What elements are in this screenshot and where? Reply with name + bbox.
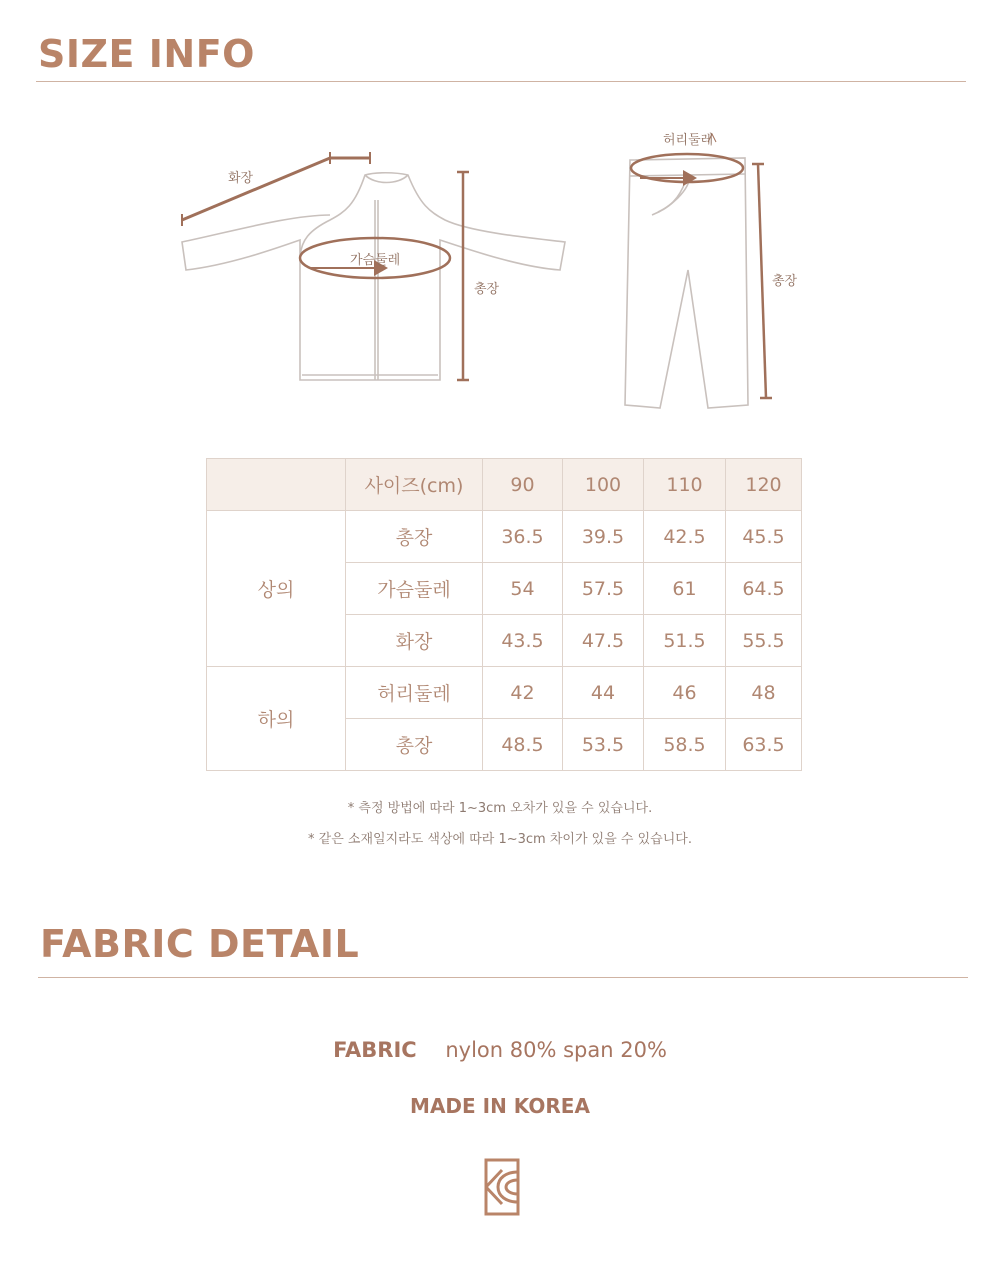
table-cell: 46	[644, 667, 726, 719]
measurement-note: * 측정 방법에 따라 1~3cm 오차가 있을 수 있습니다.	[347, 801, 653, 816]
top-sleeve-measure	[182, 152, 370, 226]
table-cell: 55.5	[726, 615, 802, 667]
table-cell: 43.5	[483, 615, 563, 667]
table-cell: 42.5	[644, 511, 726, 563]
size-info-title: SIZE INFO	[38, 32, 255, 76]
table-cell: 61	[644, 563, 726, 615]
table-cell: 58.5	[644, 719, 726, 771]
kc-mark-icon	[484, 1158, 520, 1216]
bottom-garment-outline	[625, 158, 748, 408]
size-table-header-row	[207, 459, 802, 511]
table-cell: 57.5	[563, 563, 644, 615]
group-label-bottom: 하의	[207, 667, 346, 771]
table-row	[207, 667, 802, 719]
table-cell: 53.5	[563, 719, 644, 771]
table-cell: 45.5	[726, 511, 802, 563]
fabric-composition	[0, 1038, 1000, 1062]
made-in-label: MADE IN KOREA	[410, 1094, 590, 1118]
bottom-length-label: 총장	[772, 274, 798, 289]
table-cell: 64.5	[726, 563, 802, 615]
table-corner-cell	[207, 459, 346, 511]
table-cell: 48.5	[483, 719, 563, 771]
size-header-110: 110	[644, 459, 726, 511]
row-label: 총장	[346, 719, 483, 771]
fabric-label: FABRIC	[333, 1038, 417, 1062]
bottom-length-measure	[752, 164, 772, 398]
top-chest-label: 가슴둘레	[350, 253, 401, 268]
table-cell: 36.5	[483, 511, 563, 563]
size-header-100: 100	[563, 459, 644, 511]
table-row	[207, 511, 802, 563]
row-label: 화장	[346, 615, 483, 667]
top-length-label: 총장	[474, 282, 500, 297]
top-length-measure	[457, 172, 469, 380]
top-garment-outline	[182, 173, 565, 380]
bottom-waist-label: 허리둘레	[663, 133, 714, 148]
fabric-detail-divider	[38, 977, 968, 978]
table-cell: 54	[483, 563, 563, 615]
row-label: 총장	[346, 511, 483, 563]
table-cell: 42	[483, 667, 563, 719]
size-header-90: 90	[483, 459, 563, 511]
color-variance-note: * 같은 소재일지라도 색상에 따라 1~3cm 차이가 있을 수 있습니다.	[308, 832, 692, 847]
table-cell: 63.5	[726, 719, 802, 771]
top-sleeve-label: 화장	[228, 171, 254, 186]
table-cell: 48	[726, 667, 802, 719]
row-label: 가슴둘레	[346, 563, 483, 615]
table-cell: 44	[563, 667, 644, 719]
row-label: 허리둘레	[346, 667, 483, 719]
size-header-120: 120	[726, 459, 802, 511]
fabric-value: nylon 80% span 20%	[445, 1038, 667, 1062]
size-info-divider	[36, 81, 966, 82]
fabric-detail-title: FABRIC DETAIL	[40, 922, 360, 966]
table-cell: 51.5	[644, 615, 726, 667]
measurement-diagram	[170, 120, 830, 420]
size-header-label: 사이즈(cm)	[346, 459, 483, 511]
group-label-top: 상의	[207, 511, 346, 667]
table-cell: 39.5	[563, 511, 644, 563]
table-cell: 47.5	[563, 615, 644, 667]
size-table	[206, 458, 802, 771]
